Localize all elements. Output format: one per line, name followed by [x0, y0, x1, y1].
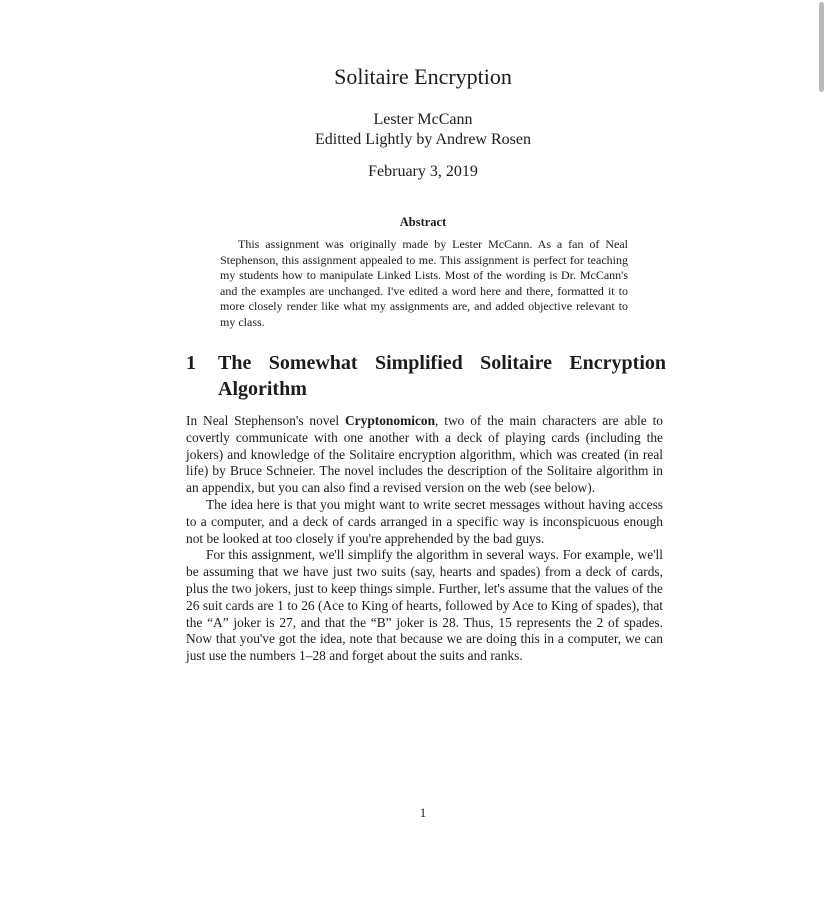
paragraph-1-rest: , two of the main characters are able to covertly communicate with one another with a deck of playing cards (including the jokers) and knowledge of the Solitaire encryption algorithm, which was created (in real life) by Bruce Schneier. The novel includes the description of the Solitaire algorithm in an appendix, but you can also find a revised version on the web (see below). — [186, 413, 663, 496]
paragraph-3: For this assignment, we'll simplify the algorithm in several ways. For example, we'll be assuming that we have just two suits (say, hearts and spades) from a deck of cards, plus the two jokers, just to keep things simple. Further, let's assume that the values of the 26 suit cards are 1 to 26 (Ace to King of hearts, followed by Ace to King of spades), that the “A” joker is 27, and that the “B” joker is 28. Thus, 15 represents the 2 of spades. Now that you've got the idea, note that because we are doing this in a computer, we can just use the numbers 1–28 and forget about the suits and ranks. — [186, 547, 663, 664]
abstract-text: This assignment was originally made by Lester McCann. As a fan of Neal Stephenson, this assignment appealed to me. This assignment is perfect for teaching my students how to manipulate Linked Lists. Most of the wording is Dr. McCann's and the examples are unchanged. I've edited a word here and there, formatted it to more closely render like what my assignments are, and added objective relevant to my class. — [220, 237, 628, 329]
author-name: Lester McCann — [373, 111, 473, 128]
paragraph-2: The idea here is that you might want to write secret messages without having access to a computer, and a deck of cards arranged in a specific way is inconspicuous enough not be looked at too closely if you're apprehended by the bad guys. — [186, 496, 663, 546]
author-block — [0, 110, 826, 150]
paragraph-1 — [186, 413, 663, 497]
section-heading — [186, 350, 666, 402]
document-title: Solitaire Encryption — [334, 64, 512, 89]
page-number: 1 — [419, 805, 427, 820]
section-title: The Somewhat Simplified Solitaire Encryption Algorithm — [218, 352, 666, 400]
editor-line: Editted Lightly by Andrew Rosen — [315, 131, 531, 148]
vertical-scrollbar[interactable] — [819, 2, 824, 92]
section-body — [186, 413, 663, 665]
section-number: 1 — [186, 352, 196, 374]
abstract-heading: Abstract — [399, 215, 447, 229]
paragraph-1-start: In Neal Stephenson's novel — [186, 413, 346, 428]
book-title-bold: Cryptonomicon — [345, 413, 436, 428]
document-date: February 3, 2019 — [368, 163, 478, 180]
